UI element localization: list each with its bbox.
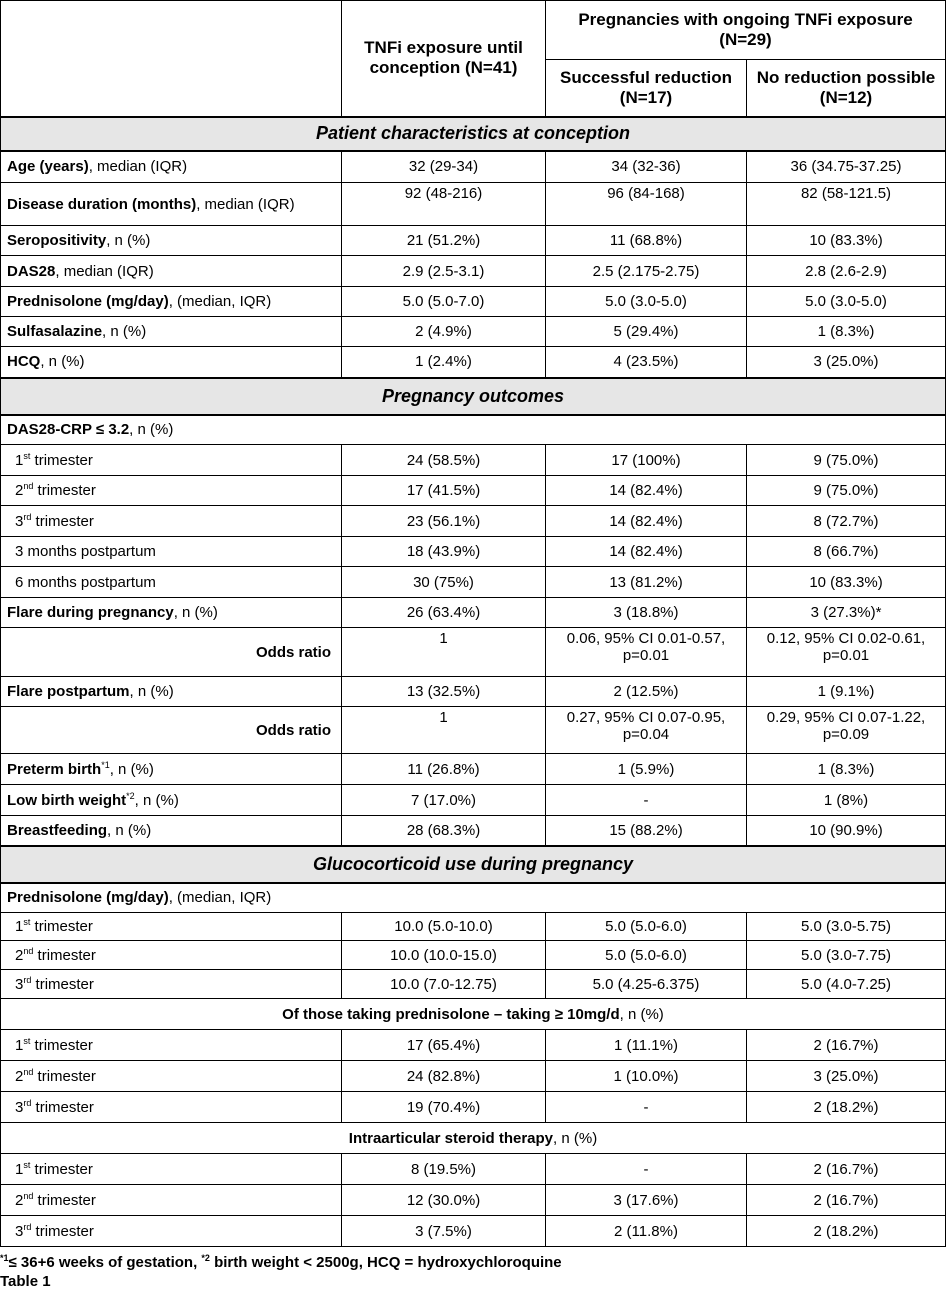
table-cell: 10 (90.9%)	[747, 816, 946, 846]
row-label: Flare postpartum, n (%)	[1, 677, 342, 707]
table-row	[1, 1092, 946, 1123]
table-row	[1, 785, 946, 816]
table-cell: 0.27, 95% CI 0.07-0.95, p=0.04	[546, 707, 747, 754]
row-label: Odds ratio	[1, 707, 342, 754]
table-row	[1, 816, 946, 846]
table-cell: 5.0 (5.0-6.0)	[546, 941, 747, 970]
table-row	[1, 999, 946, 1030]
table-cell: 8 (66.7%)	[747, 537, 946, 567]
table-row	[1, 707, 946, 754]
row-label: 1st trimester	[1, 1030, 342, 1061]
table-cell: 30 (75%)	[342, 567, 546, 598]
table-footnote	[0, 1253, 562, 1291]
table-cell: 2 (16.7%)	[747, 1185, 946, 1216]
row-label: Breastfeeding, n (%)	[1, 816, 342, 846]
table-cell: 11 (26.8%)	[342, 754, 546, 785]
table-row	[1, 1154, 946, 1185]
table-cell: 12 (30.0%)	[342, 1185, 546, 1216]
table-cell: 82 (58-121.5)	[747, 183, 946, 226]
table-cell: 2 (16.7%)	[747, 1154, 946, 1185]
subgroup-label: Of those taking prednisolone – taking ≥ 10mg/d, n (%)	[1, 999, 946, 1030]
table-row	[1, 445, 946, 476]
table-cell: 4 (23.5%)	[546, 347, 747, 378]
table-cell: 5.0 (3.0-5.75)	[747, 913, 946, 941]
table-cell: -	[546, 1092, 747, 1123]
table-row	[1, 347, 946, 378]
row-label: 3rd trimester	[1, 1092, 342, 1123]
table-cell: 28 (68.3%)	[342, 816, 546, 846]
table-row	[1, 1185, 946, 1216]
table-row	[1, 415, 946, 445]
header-col-successful-reduction: Successful reduction (N=17)	[546, 60, 747, 117]
row-label: Sulfasalazine, n (%)	[1, 317, 342, 347]
row-label: 2nd trimester	[1, 1185, 342, 1216]
header-empty	[1, 1, 342, 117]
table-cell: 9 (75.0%)	[747, 476, 946, 506]
table-cell: 14 (82.4%)	[546, 506, 747, 537]
section-patient-characteristics: Patient characteristics at conception	[1, 117, 946, 151]
table-cell: 1 (8.3%)	[747, 317, 946, 347]
table-cell: 1 (9.1%)	[747, 677, 946, 707]
table-cell: 1 (8.3%)	[747, 754, 946, 785]
table-cell: 1 (8%)	[747, 785, 946, 816]
table-cell: 10.0 (10.0-15.0)	[342, 941, 546, 970]
table-cell: 2 (18.2%)	[747, 1216, 946, 1247]
footnote-text: $^{*1}$≤ 36+6 weeks of gestation, $^{*2}$ birth weight < 2500g, HCQ = hydroxychloroquine	[0, 1253, 562, 1271]
row-label: 1st trimester	[1, 1154, 342, 1185]
header-row	[1, 1, 946, 60]
table-cell: 2 (18.2%)	[747, 1092, 946, 1123]
table-cell: -	[546, 785, 747, 816]
table-cell: 96 (84-168)	[546, 183, 747, 226]
row-label: 3rd trimester	[1, 1216, 342, 1247]
table-row	[1, 287, 946, 317]
table-cell: 17 (65.4%)	[342, 1030, 546, 1061]
section-glucocorticoid-use: Glucocorticoid use during pregnancy	[1, 846, 946, 883]
table-cell: -	[546, 1154, 747, 1185]
table-row	[1, 537, 946, 567]
table-cell: 3 (17.6%)	[546, 1185, 747, 1216]
table-cell: 2.8 (2.6-2.9)	[747, 256, 946, 287]
table-row	[1, 476, 946, 506]
table-cell: 17 (100%)	[546, 445, 747, 476]
row-label: Age (years), median (IQR)	[1, 151, 342, 183]
table-cell: 2.9 (2.5-3.1)	[342, 256, 546, 287]
table-cell: 34 (32-36)	[546, 151, 747, 183]
row-label: 3rd trimester	[1, 970, 342, 999]
table-cell: 5 (29.4%)	[546, 317, 747, 347]
table-row	[1, 567, 946, 598]
table-cell: 5.0 (4.25-6.375)	[546, 970, 747, 999]
table-row	[1, 628, 946, 677]
table-cell: 14 (82.4%)	[546, 476, 747, 506]
table-cell: 2 (4.9%)	[342, 317, 546, 347]
row-label: HCQ, n (%)	[1, 347, 342, 378]
row-label: 2nd trimester	[1, 941, 342, 970]
table-cell: 21 (51.2%)	[342, 226, 546, 256]
table-cell: 3 (7.5%)	[342, 1216, 546, 1247]
table-cell: 23 (56.1%)	[342, 506, 546, 537]
table-row	[1, 754, 946, 785]
table-cell: 1 (11.1%)	[546, 1030, 747, 1061]
table-cell: 5.0 (3.0-5.0)	[747, 287, 946, 317]
table-cell: 36 (34.75-37.25)	[747, 151, 946, 183]
table-cell: 11 (68.8%)	[546, 226, 747, 256]
table-cell: 26 (63.4%)	[342, 598, 546, 628]
table-cell: 10.0 (5.0-10.0)	[342, 913, 546, 941]
table-cell: 3 (25.0%)	[747, 1061, 946, 1092]
table-cell: 8 (72.7%)	[747, 506, 946, 537]
table-caption: Table 1	[0, 1273, 51, 1290]
table-cell: 0.12, 95% CI 0.02-0.61, p=0.01	[747, 628, 946, 677]
table-cell: 1	[342, 707, 546, 754]
table-cell: 1 (2.4%)	[342, 347, 546, 378]
table-cell: 2 (11.8%)	[546, 1216, 747, 1247]
row-label: 1st trimester	[1, 913, 342, 941]
table-cell: 3 (18.8%)	[546, 598, 747, 628]
table-row	[1, 1123, 946, 1154]
table-cell: 2 (16.7%)	[747, 1030, 946, 1061]
table-row	[1, 1030, 946, 1061]
table-row	[1, 913, 946, 941]
table-row	[1, 970, 946, 999]
table-cell: 1 (5.9%)	[546, 754, 747, 785]
table-cell: 5.0 (5.0-7.0)	[342, 287, 546, 317]
row-label: Preterm birth$^{*1}$, n (%)	[1, 754, 342, 785]
table-cell: 32 (29-34)	[342, 151, 546, 183]
table-cell: 24 (82.8%)	[342, 1061, 546, 1092]
section-pregnancy-outcomes: Pregnancy outcomes	[1, 378, 946, 415]
table-cell: 24 (58.5%)	[342, 445, 546, 476]
table-cell: 0.06, 95% CI 0.01-0.57, p=0.01	[546, 628, 747, 677]
table-cell: 18 (43.9%)	[342, 537, 546, 567]
table-row	[1, 183, 946, 226]
row-label: Low birth weight$^{*2}$, n (%)	[1, 785, 342, 816]
table-cell: 7 (17.0%)	[342, 785, 546, 816]
table-row	[1, 506, 946, 537]
header-col-no-reduction: No reduction possible (N=12)	[747, 60, 946, 117]
table-row	[1, 1216, 946, 1247]
table-row	[1, 256, 946, 287]
table-row	[1, 883, 946, 913]
table-cell: 10.0 (7.0-12.75)	[342, 970, 546, 999]
row-label: Flare during pregnancy, n (%)	[1, 598, 342, 628]
table-cell: 8 (19.5%)	[342, 1154, 546, 1185]
row-label: DAS28-CRP ≤ 3.2, n (%)	[1, 415, 946, 445]
table-row	[1, 677, 946, 707]
row-label: 2nd trimester	[1, 476, 342, 506]
table-cell: 3 (25.0%)	[747, 347, 946, 378]
subgroup-label: Intraarticular steroid therapy, n (%)	[1, 1123, 946, 1154]
header-group-ongoing: Pregnancies with ongoing TNFi exposure (N=29)	[546, 1, 946, 60]
row-label: 6 months postpartum	[1, 567, 342, 598]
row-label: 1st trimester	[1, 445, 342, 476]
row-label: 3 months postpartum	[1, 537, 342, 567]
table-row	[1, 226, 946, 256]
table-cell: 10 (83.3%)	[747, 567, 946, 598]
table-cell: 10 (83.3%)	[747, 226, 946, 256]
table-cell: 19 (70.4%)	[342, 1092, 546, 1123]
table-cell: 9 (75.0%)	[747, 445, 946, 476]
row-label: Seropositivity, n (%)	[1, 226, 342, 256]
table-cell: 1	[342, 628, 546, 677]
row-label: Odds ratio	[1, 628, 342, 677]
table-cell: 5.0 (3.0-5.0)	[546, 287, 747, 317]
table-cell: 17 (41.5%)	[342, 476, 546, 506]
row-label: 3rd trimester	[1, 506, 342, 537]
table-cell: 5.0 (5.0-6.0)	[546, 913, 747, 941]
table-row	[1, 151, 946, 183]
table-cell: 2 (12.5%)	[546, 677, 747, 707]
table-cell: 3 (27.3%)*	[747, 598, 946, 628]
header-col-tnfi-conception: TNFi exposure until conception (N=41)	[342, 1, 546, 117]
row-label: Prednisolone (mg/day), (median, IQR)	[1, 883, 946, 913]
table-cell: 1 (10.0%)	[546, 1061, 747, 1092]
row-label: DAS28, median (IQR)	[1, 256, 342, 287]
table-cell: 13 (32.5%)	[342, 677, 546, 707]
row-label: Disease duration (months), median (IQR)	[1, 183, 342, 226]
table-cell: 92 (48-216)	[342, 183, 546, 226]
table-cell: 14 (82.4%)	[546, 537, 747, 567]
table-row	[1, 598, 946, 628]
table-cell: 13 (81.2%)	[546, 567, 747, 598]
table-row	[1, 317, 946, 347]
table-cell: 5.0 (3.0-7.75)	[747, 941, 946, 970]
table-cell: 5.0 (4.0-7.25)	[747, 970, 946, 999]
table-cell: 2.5 (2.175-2.75)	[546, 256, 747, 287]
table-cell: 0.29, 95% CI 0.07-1.22, p=0.09	[747, 707, 946, 754]
row-label: Prednisolone (mg/day), (median, IQR)	[1, 287, 342, 317]
table-row	[1, 941, 946, 970]
table-cell: 15 (88.2%)	[546, 816, 747, 846]
table-row	[1, 1061, 946, 1092]
row-label: 2nd trimester	[1, 1061, 342, 1092]
